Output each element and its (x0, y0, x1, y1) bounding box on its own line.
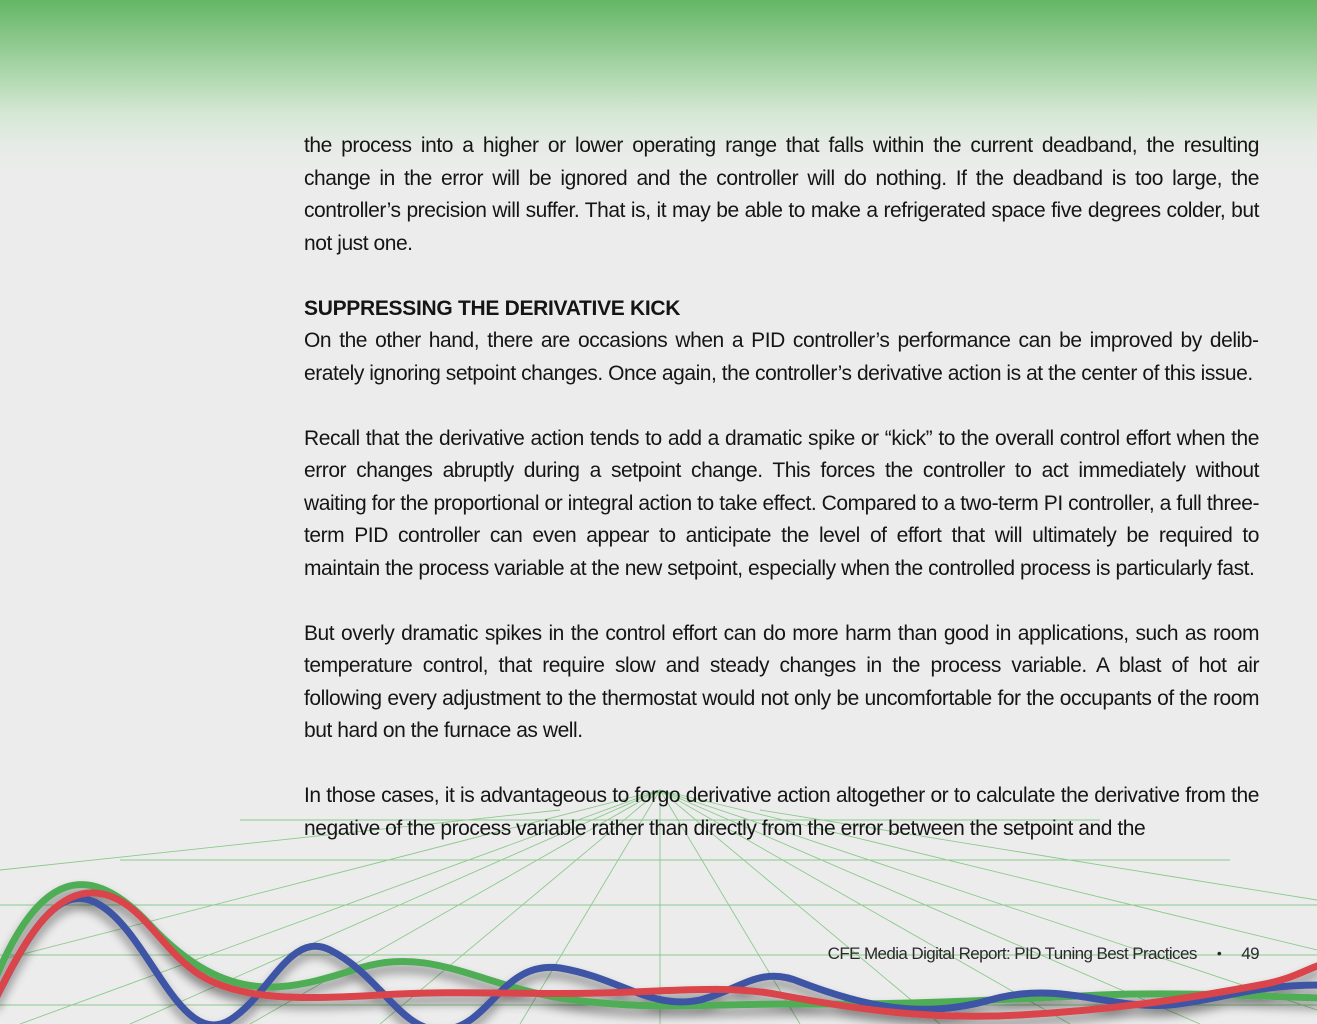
publication-title: CFE Media Digital Report: PID Tuning Best Practices (827, 944, 1197, 963)
paragraph-2: Recall that the derivative action tends to add a dramatic spike or “kick” to the overall control effort when the error changes abruptly during a setpoint change. This forces the controller to act immediately without waiting for the proportional or integral action to take effect. Compared to a two-term PI controller, a full three-term PID controller can even appear to anticipate the level of effort that will ultimately be required to maintain the process variable at the new setpoint, especially when the controlled process is particularly fast. (304, 426, 1259, 580)
article-body (304, 130, 1259, 845)
paragraph-4: In those cases, it is advantageous to forgo derivative action altogether or to calculate the derivative from the negative of the process variable rather than directly from the error between the setpoint and the (304, 784, 1259, 840)
section-heading: SUPPRESSING THE DERIVATIVE KICK (304, 296, 681, 320)
paragraph-1: On the other hand, there are occasions when a PID controller’s performance can be improved by deliberately ignoring setpoint changes. Once again, the controller’s derivative action is at the center of this issue. (304, 329, 1259, 385)
page-footer (828, 944, 1259, 964)
footer-separator: • (1216, 945, 1222, 961)
paragraph-intro: the process into a higher or lower operating range that falls within the current deadband, the resulting change in the error will be ignored and the controller will do nothing. If the deadband is too large, the controller’s precision will suffer. That is, it may be able to make a refrigerated space five degrees colder, but not just one. (304, 134, 1259, 255)
page-number: 49 (1241, 944, 1259, 963)
paragraph-3: But overly dramatic spikes in the control effort can do more harm than good in applications, such as room temperature control, that require slow and steady changes in the process variable. A blast of hot air following every adjustment to the thermostat would not only be uncomfortable for the occupants of the room but hard on the furnace as well. (304, 621, 1259, 742)
